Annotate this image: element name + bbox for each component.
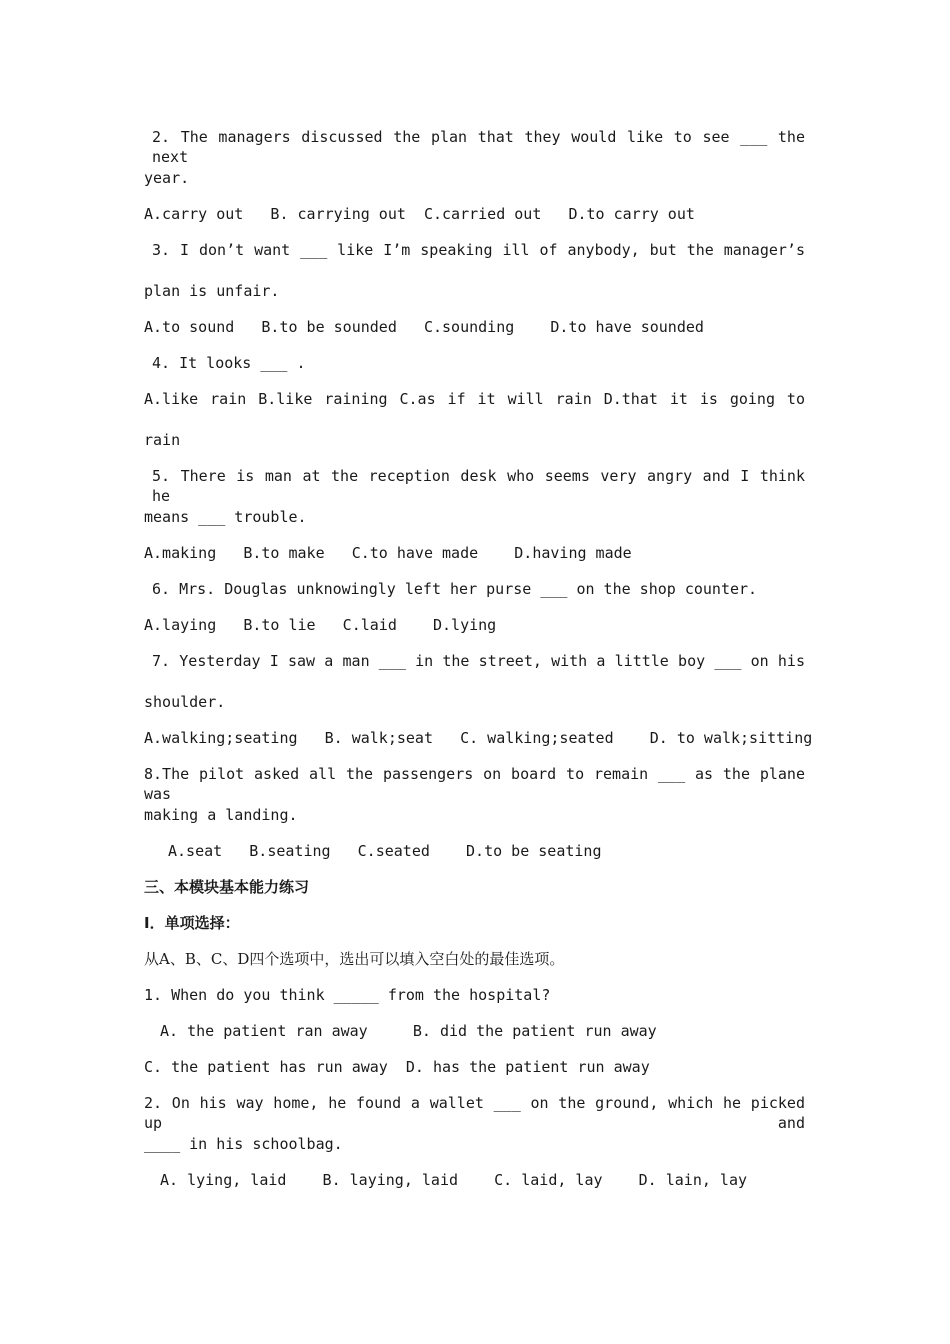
question-4-stem: 4. It looks ___ .	[152, 354, 306, 372]
question-8-options: A.seat B.seating C.seated D.to be seating	[168, 842, 602, 860]
practice-2-stem-cont: ____ in his schoolbag.	[144, 1135, 343, 1153]
question-2-stem: 2. The managers discussed the plan that they would like to see ___ the next	[152, 128, 805, 166]
instruction-text: 从A、B、C、D四个选项中，选出可以填入空白处的最佳选项。	[144, 950, 565, 968]
question-4-options: A.like rain B.like raining C.as if it will rain D.that it is going to	[144, 390, 805, 408]
question-7-options: A.walking;seating B. walk;seat C. walking;seated D. to walk;sitting	[144, 729, 813, 747]
question-4-options-cont: rain	[144, 431, 181, 449]
question-5-options: A.making B.to make C.to have made D.having made	[144, 544, 632, 562]
practice-1-stem: 1. When do you think _____ from the hospital?	[144, 986, 551, 1004]
question-8-stem: 8.The pilot asked all the passengers on board to remain ___ as the plane was	[144, 765, 805, 803]
question-3-stem: 3. I don’t want ___ like I’m speaking ill of anybody, but the manager’s	[152, 241, 805, 259]
question-2-stem-cont: year.	[144, 169, 190, 187]
question-7-stem: 7. Yesterday I saw a man ___ in the street, with a little boy ___ on his	[152, 652, 805, 670]
practice-2-options: A. lying, laid B. laying, laid C. laid, lay D. lain, lay	[160, 1171, 747, 1189]
question-8-stem-cont: making a landing.	[144, 806, 298, 824]
question-5-stem-cont: means ___ trouble.	[144, 508, 307, 526]
question-6-options: A.laying B.to lie C.laid D.lying	[144, 616, 497, 634]
practice-1-options-row1: A. the patient ran away B. did the patient run away	[160, 1022, 657, 1040]
question-3-stem-cont: plan is unfair.	[144, 282, 280, 300]
question-6-stem: 6. Mrs. Douglas unknowingly left her purse ___ on the shop counter.	[152, 580, 758, 598]
question-2-options: A.carry out B. carrying out C.carried out D.to carry out	[144, 205, 695, 223]
section-3-heading: 三、本模块基本能力练习	[144, 878, 310, 896]
practice-1-options-row2: C. the patient has run away D. has the patient run away	[144, 1058, 650, 1076]
part-1-heading: I．单项选择：	[144, 914, 240, 932]
question-5-stem: 5. There is man at the reception desk who seems very angry and I think he	[152, 467, 805, 505]
question-3-options: A.to sound B.to be sounded C.sounding D.to have sounded	[144, 318, 704, 336]
practice-2-stem: 2. On his way home, he found a wallet ___ on the ground, which he picked up and	[144, 1094, 805, 1132]
question-7-stem-cont: shoulder.	[144, 693, 226, 711]
